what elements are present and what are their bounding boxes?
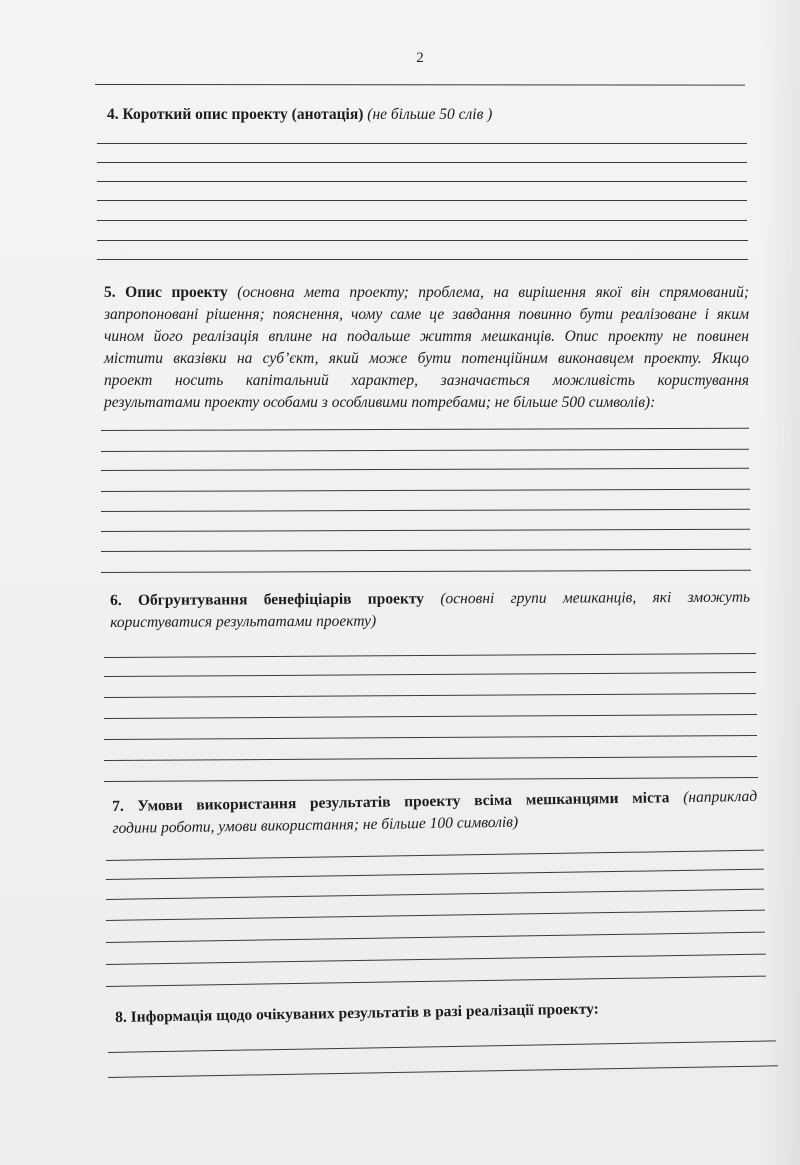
answer-line[interactable] <box>108 1065 778 1078</box>
section-8-title: Інформація щодо очікуваних результатів в разі реалізації проекту: <box>130 1000 600 1026</box>
answer-line[interactable] <box>101 549 751 552</box>
answer-line[interactable] <box>97 259 748 260</box>
section-6-number: 6. <box>110 591 122 609</box>
section-5-heading <box>104 282 749 414</box>
answer-line[interactable] <box>101 428 749 431</box>
answer-line[interactable] <box>104 756 757 761</box>
section-5-title: Опис проекту <box>125 284 228 301</box>
section-8-heading <box>115 996 755 1029</box>
answer-line[interactable] <box>104 672 756 677</box>
answer-line[interactable] <box>97 143 747 144</box>
section-4-title: Короткий опис проекту (анотація) <box>122 106 364 123</box>
answer-line[interactable] <box>97 200 747 201</box>
answer-line[interactable] <box>97 181 747 182</box>
page-number: 2 <box>416 50 424 66</box>
section-7-heading <box>112 786 758 840</box>
header-rule <box>95 84 745 86</box>
section-5-note-4: містити вказівки на суб’єкт, який може бути потенційним виконавцем проекту. Якщо <box>104 350 749 367</box>
answer-line[interactable] <box>104 714 757 719</box>
page-shadow <box>760 0 800 1165</box>
answer-line[interactable] <box>101 570 751 573</box>
answer-line[interactable] <box>104 653 756 658</box>
section-6-note-2: користуватися результатами проекту) <box>110 612 377 631</box>
section-4-number: 4. <box>107 106 119 123</box>
answer-line[interactable] <box>106 932 765 943</box>
answer-line[interactable] <box>97 162 747 163</box>
answer-line[interactable] <box>97 220 747 221</box>
section-7-number: 7. <box>112 797 124 815</box>
answer-line[interactable] <box>101 468 749 471</box>
answer-line[interactable] <box>106 869 764 880</box>
section-5-note-1: (основна мета проекту; проблема, на вирішення якої він спрямований; <box>237 284 749 301</box>
section-4-heading <box>107 104 747 126</box>
answer-line[interactable] <box>104 777 758 782</box>
section-5-line-1 <box>104 282 749 304</box>
answer-line[interactable] <box>101 449 749 452</box>
answer-line[interactable] <box>106 976 766 987</box>
answer-line[interactable] <box>101 529 750 532</box>
answer-line[interactable] <box>108 1040 776 1053</box>
answer-line[interactable] <box>106 850 764 861</box>
answer-line[interactable] <box>106 910 765 921</box>
answer-line[interactable] <box>97 240 748 241</box>
answer-line[interactable] <box>104 735 757 740</box>
answer-line[interactable] <box>104 693 756 698</box>
section-5-note-3: чином його реалізація вплине на подальше життя мешканців. Опис проекту не повинен <box>104 328 749 345</box>
section-8-number: 8. <box>115 1008 127 1026</box>
section-5-note-5: проект носить капітальний характер, зазначається можливість користування <box>104 372 749 389</box>
section-6-title: Обгрунтування бенефіціарів проекту <box>137 590 425 609</box>
section-6-heading <box>110 587 750 634</box>
section-4-note: (не більше 50 слів ) <box>367 106 493 123</box>
section-5-note-2: запропоновані рішення; пояснення, чому саме це завдання повинно бути реалізоване і яким <box>104 306 749 323</box>
answer-line[interactable] <box>101 489 750 492</box>
section-7-note-1: (наприклад <box>683 787 758 807</box>
section-6-note-1: (основні групи мешканців, які зможуть <box>440 588 751 608</box>
section-5-number: 5. <box>104 284 116 301</box>
answer-line[interactable] <box>106 954 766 965</box>
section-6-line-1 <box>110 587 750 612</box>
answer-line[interactable] <box>101 509 750 512</box>
answer-line[interactable] <box>106 889 764 900</box>
section-7-note-2: години роботи, умови використання; не більше 100 символів) <box>112 813 519 837</box>
section-7-title: Умови використання результатів проекту всіма мешканцями міста <box>137 789 670 815</box>
section-5-note-6: результатами проекту особами з особливими потребами; не більше 500 символів): <box>104 394 656 411</box>
